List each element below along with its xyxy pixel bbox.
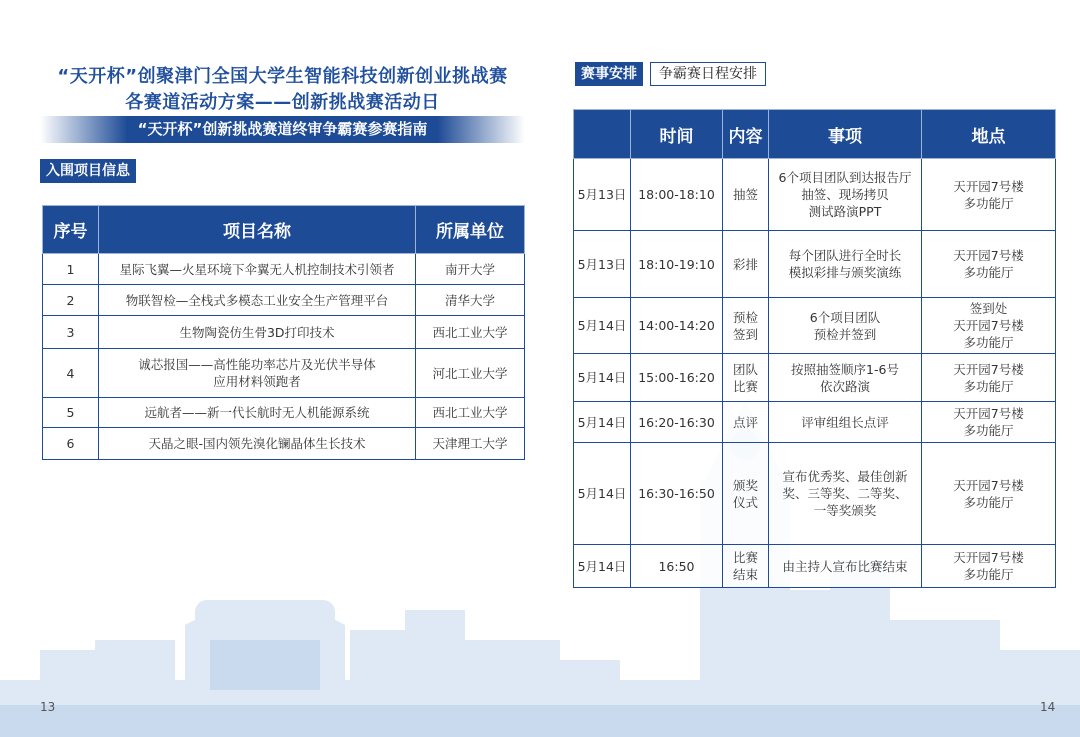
page-number-left: 13 bbox=[40, 700, 56, 714]
row-no: 5 bbox=[43, 398, 99, 428]
column-header-content: 内容 bbox=[723, 110, 769, 159]
row-no: 4 bbox=[43, 349, 99, 398]
row-content: 点评 bbox=[723, 402, 769, 443]
table-row bbox=[43, 254, 525, 285]
row-item: 评审组组长点评 bbox=[769, 402, 922, 443]
row-date: 5月14日 bbox=[574, 298, 631, 354]
row-project-name: 天晶之眼-国内领先溴化镧晶体生长技术 bbox=[99, 428, 416, 460]
main-title-line1: “天开杯”创聚津门全国大学生智能科技创新创业挑战赛 bbox=[57, 66, 508, 87]
schedule-subtag: 争霸赛日程安排 bbox=[650, 62, 766, 86]
row-time: 16:20-16:30 bbox=[631, 402, 723, 443]
row-no: 6 bbox=[43, 428, 99, 460]
row-date: 5月13日 bbox=[574, 231, 631, 298]
row-content: 彩排 bbox=[723, 231, 769, 298]
row-project-name: 星际飞翼—火星环境下伞翼无人机控制技术引领者 bbox=[99, 254, 416, 285]
row-no: 1 bbox=[43, 254, 99, 285]
page-number-right: 14 bbox=[1040, 700, 1056, 714]
table-row bbox=[574, 231, 1056, 298]
row-item: 6个项目团队到达报告厅 抽签、现场拷贝 测试路演PPT bbox=[769, 159, 922, 231]
column-header-place: 地点 bbox=[922, 110, 1056, 159]
row-item: 按照抽签顺序1-6号 依次路演 bbox=[769, 354, 922, 402]
row-content: 比赛 结束 bbox=[723, 545, 769, 588]
row-place: 天开园7号楼 多功能厅 bbox=[922, 354, 1056, 402]
row-item: 每个团队进行全时长 模拟彩排与颁奖演练 bbox=[769, 231, 922, 298]
schedule-tag: 赛事安排 bbox=[575, 62, 643, 86]
row-time: 15:00-16:20 bbox=[631, 354, 723, 402]
row-content: 抽签 bbox=[723, 159, 769, 231]
row-time: 16:30-16:50 bbox=[631, 443, 723, 545]
row-time: 18:00-18:10 bbox=[631, 159, 723, 231]
table-row bbox=[574, 443, 1056, 545]
table-row bbox=[43, 428, 525, 460]
row-org: 南开大学 bbox=[416, 254, 525, 285]
row-date: 5月14日 bbox=[574, 443, 631, 545]
table-row bbox=[43, 349, 525, 398]
row-place: 天开园7号楼 多功能厅 bbox=[922, 545, 1056, 588]
row-org: 清华大学 bbox=[416, 285, 525, 316]
column-header-time: 时间 bbox=[631, 110, 723, 159]
column-header-org: 所属单位 bbox=[416, 206, 525, 254]
row-place: 天开园7号楼 多功能厅 bbox=[922, 231, 1056, 298]
subtitle-banner: “天开杯”创新挑战赛道终审争霸赛参赛指南 bbox=[40, 116, 525, 143]
main-title-line2: 各赛道活动方案——创新挑战赛活动日 bbox=[125, 92, 440, 113]
row-project-name: 诚芯报国——高性能功率芯片及光伏半导体 应用材料领跑者 bbox=[99, 349, 416, 398]
table-row bbox=[43, 316, 525, 349]
row-item: 由主持人宣布比赛结束 bbox=[769, 545, 922, 588]
row-project-name: 生物陶瓷仿生骨3D打印技术 bbox=[99, 316, 416, 349]
table-row bbox=[574, 159, 1056, 231]
row-item: 宣布优秀奖、最佳创新 奖、三等奖、二等奖、 一等奖颁奖 bbox=[769, 443, 922, 545]
row-project-name: 物联智检—全栈式多模态工业安全生产管理平台 bbox=[99, 285, 416, 316]
row-place: 签到处 天开园7号楼 多功能厅 bbox=[922, 298, 1056, 354]
row-date: 5月14日 bbox=[574, 354, 631, 402]
row-project-name: 远航者——新一代长航时无人机能源系统 bbox=[99, 398, 416, 428]
table-row bbox=[574, 402, 1056, 443]
table-row bbox=[43, 398, 525, 428]
row-time: 18:10-19:10 bbox=[631, 231, 723, 298]
schedule-table bbox=[573, 109, 1056, 588]
row-item: 6个项目团队 预检并签到 bbox=[769, 298, 922, 354]
finalist-projects-table bbox=[42, 205, 525, 460]
column-header-item: 事项 bbox=[769, 110, 922, 159]
row-place: 天开园7号楼 多功能厅 bbox=[922, 159, 1056, 231]
row-content: 颁奖 仪式 bbox=[723, 443, 769, 545]
row-no: 2 bbox=[43, 285, 99, 316]
table-row bbox=[574, 354, 1056, 402]
row-place: 天开园7号楼 多功能厅 bbox=[922, 443, 1056, 545]
row-org: 天津理工大学 bbox=[416, 428, 525, 460]
row-no: 3 bbox=[43, 316, 99, 349]
row-org: 西北工业大学 bbox=[416, 316, 525, 349]
row-org: 西北工业大学 bbox=[416, 398, 525, 428]
table-row bbox=[574, 298, 1056, 354]
row-content: 团队 比赛 bbox=[723, 354, 769, 402]
row-content: 预检 签到 bbox=[723, 298, 769, 354]
column-header-project: 项目名称 bbox=[99, 206, 416, 254]
finalist-info-tag: 入围项目信息 bbox=[40, 159, 136, 183]
row-date: 5月14日 bbox=[574, 402, 631, 443]
row-date: 5月13日 bbox=[574, 159, 631, 231]
column-header-no: 序号 bbox=[43, 206, 99, 254]
row-time: 16:50 bbox=[631, 545, 723, 588]
row-place: 天开园7号楼 多功能厅 bbox=[922, 402, 1056, 443]
table-row bbox=[43, 285, 525, 316]
row-time: 14:00-14:20 bbox=[631, 298, 723, 354]
row-org: 河北工业大学 bbox=[416, 349, 525, 398]
table-row bbox=[574, 545, 1056, 588]
row-date: 5月14日 bbox=[574, 545, 631, 588]
column-header-date bbox=[574, 110, 631, 159]
